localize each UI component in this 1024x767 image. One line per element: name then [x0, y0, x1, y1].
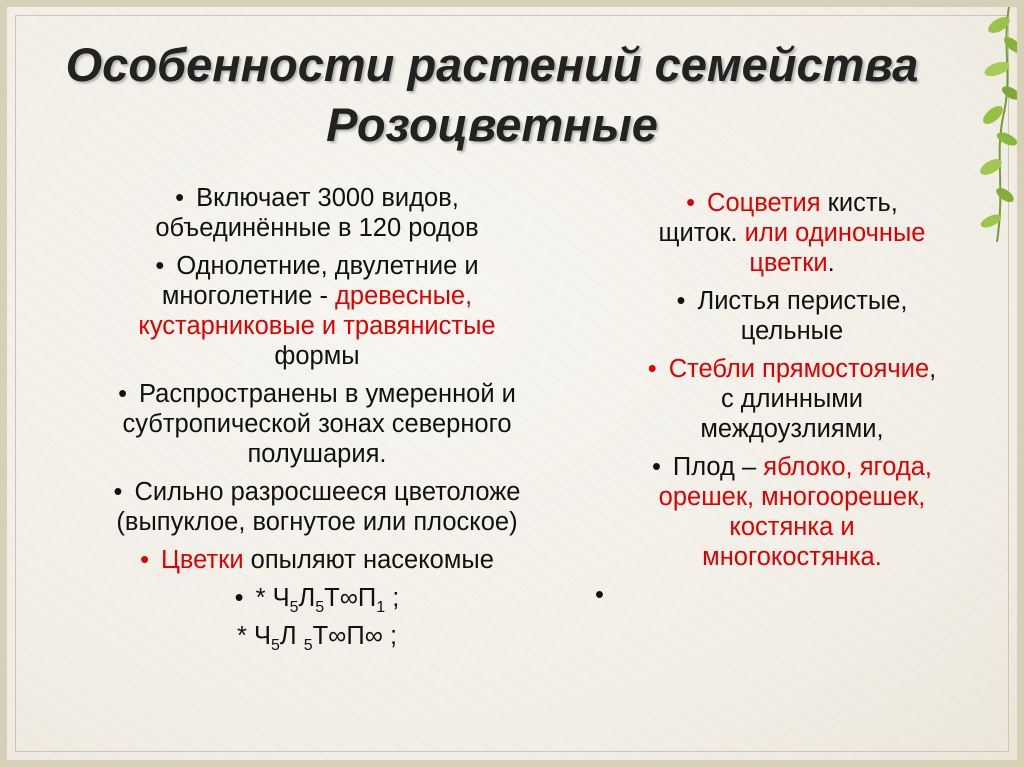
item-text: Однолетние, двулетние и [176, 252, 479, 280]
formula-part: Т∞П∞ ; [312, 622, 398, 650]
highlight-text: древесные, [335, 282, 473, 310]
item-text: с длинными [720, 385, 864, 413]
item-text: опыляют насекомые [243, 546, 494, 574]
item-text: полушария. [247, 440, 387, 468]
bullet: • [155, 252, 165, 280]
item-text: , [929, 355, 937, 383]
formula-sub: 5 [270, 637, 280, 654]
bullet: • [175, 184, 185, 212]
highlight-text: цветки [749, 249, 828, 277]
bullet: • [140, 546, 150, 574]
highlight-text: Цветки [161, 546, 244, 574]
bullet: • [651, 453, 661, 481]
list-item [587, 286, 997, 346]
page-title [47, 35, 937, 155]
bullet: • [234, 584, 244, 612]
item-text: цельные [740, 317, 844, 345]
list-item [47, 379, 587, 469]
item-text: Распространены в умеренной и [139, 380, 516, 408]
bullet: • [647, 355, 657, 383]
bullet: • [118, 380, 127, 408]
highlight-text: яблоко, ягода, [763, 453, 933, 481]
right-column [587, 188, 997, 618]
item-text: Включает 3000 видов, [196, 184, 459, 212]
left-column [47, 183, 587, 659]
item-text: кисть, [820, 189, 898, 217]
highlight-text: Стебли прямостоячие [668, 355, 930, 383]
list-item [47, 251, 587, 371]
flower-formula [47, 583, 587, 616]
highlight-text: Соцветия [707, 189, 821, 217]
list-item-empty [587, 580, 997, 610]
formula-part: Л [279, 622, 304, 650]
list-item [587, 188, 997, 278]
formula-part: * Ч [255, 584, 290, 612]
item-text: субтропической зонах северного [122, 410, 512, 438]
item-text: многолетние - [161, 282, 336, 310]
bullet: • [595, 581, 604, 609]
formula-part: Т∞П [324, 584, 377, 612]
item-text: формы [274, 342, 360, 370]
highlight-text: многокостянка. [702, 543, 882, 571]
highlight-text: орешек, многоорешек, [658, 483, 926, 511]
formula-sub: 1 [376, 599, 386, 616]
list-item [47, 183, 587, 243]
item-text: (выпуклое, вогнутое или плоское) [116, 508, 518, 536]
formula-part: * Ч [236, 622, 271, 650]
item-text: Плод – [672, 453, 764, 481]
item-text: Листья перистые, [697, 287, 908, 315]
title-line-1: Особенности растений семейства [65, 38, 919, 91]
formula-part: Л [298, 584, 316, 612]
formula-sub: 5 [303, 637, 313, 654]
item-text: междоузлиями, [700, 415, 884, 443]
item-text: Сильно разросшееся цветоложе [134, 478, 521, 506]
highlight-text: или одиночные [744, 219, 926, 247]
formula-sub: 5 [315, 599, 325, 616]
list-item [47, 477, 587, 537]
flower-formula [47, 621, 587, 654]
list-item [47, 545, 587, 575]
item-text: . [827, 249, 835, 277]
formula-part: ; [385, 584, 400, 612]
highlight-text: кустарниковые и травянистые [138, 312, 496, 340]
bullet: • [676, 287, 686, 315]
bullet: • [686, 189, 696, 217]
list-item [587, 354, 997, 444]
item-text: объединённые в 120 родов [155, 214, 479, 242]
bullet: • [113, 478, 123, 506]
title-line-2: Розоцветные [326, 98, 658, 151]
formula-sub: 5 [289, 599, 299, 616]
list-item [587, 452, 997, 572]
highlight-text: костянка и [729, 513, 855, 541]
item-text: щиток. [658, 219, 745, 247]
